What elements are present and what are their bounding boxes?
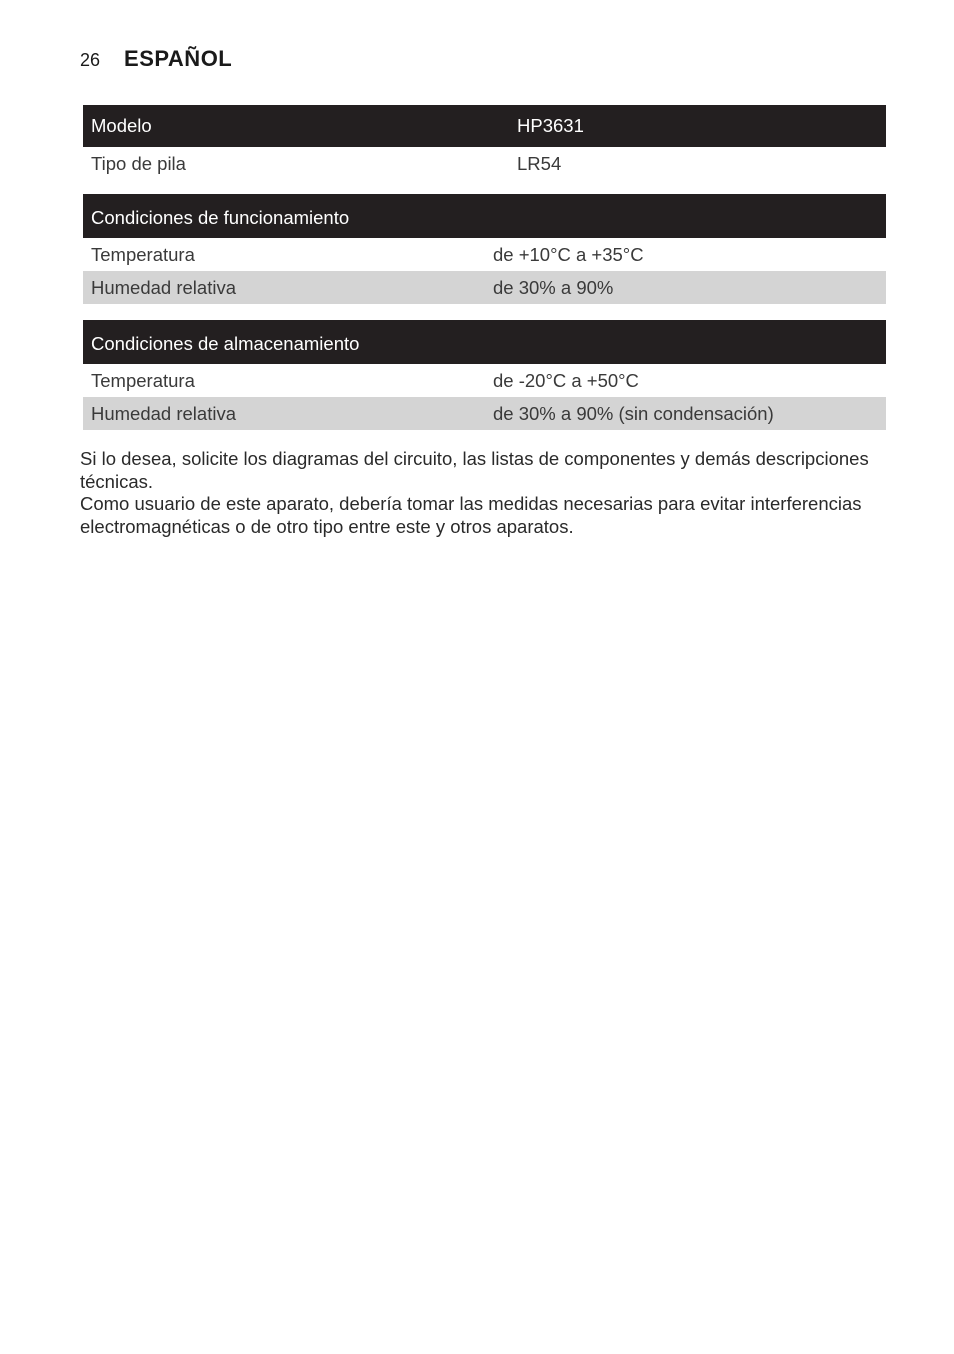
temperature-label: Temperatura [91, 369, 195, 391]
temperature-label: Temperatura [91, 243, 195, 265]
table-row [83, 364, 886, 397]
table-row [83, 147, 886, 180]
table-row [83, 238, 886, 271]
operating-conditions-title: Condiciones de funcionamiento [91, 207, 350, 228]
page-number: 26 [80, 50, 101, 70]
storage-conditions-title: Condiciones de almacenamiento [91, 333, 360, 354]
temperature-value: de +10°C a +35°C [493, 243, 644, 265]
temperature-value: de -20°C a +50°C [493, 369, 639, 391]
table-header-row [83, 105, 886, 147]
model-specs-table [83, 105, 886, 180]
humidity-label: Humedad relativa [91, 276, 236, 298]
page-header [80, 46, 232, 72]
note-paragraph: Si lo desea, solicite los diagramas del circuito, las listas de componentes y demás descripciones técnicas. [80, 448, 869, 492]
table-row [83, 397, 886, 430]
storage-conditions-table [83, 320, 886, 430]
battery-type-value: LR54 [517, 152, 562, 174]
table-header-row [83, 320, 886, 364]
table-header-row [83, 194, 886, 238]
model-value: HP3631 [517, 115, 584, 136]
humidity-value: de 30% a 90% (sin condensación) [493, 402, 774, 424]
table-row [83, 271, 886, 304]
technical-notes [80, 448, 870, 538]
note-paragraph: Como usuario de este aparato, debería tomar las medidas necesarias para evitar interferencias electromagnéticas o de otro tipo entre este y otros aparatos. [80, 493, 862, 537]
model-label: Modelo [91, 115, 152, 136]
section-language-title: ESPAÑOL [124, 46, 233, 71]
battery-type-label: Tipo de pila [91, 152, 186, 174]
humidity-label: Humedad relativa [91, 402, 236, 424]
humidity-value: de 30% a 90% [493, 276, 614, 298]
operating-conditions-table [83, 194, 886, 304]
